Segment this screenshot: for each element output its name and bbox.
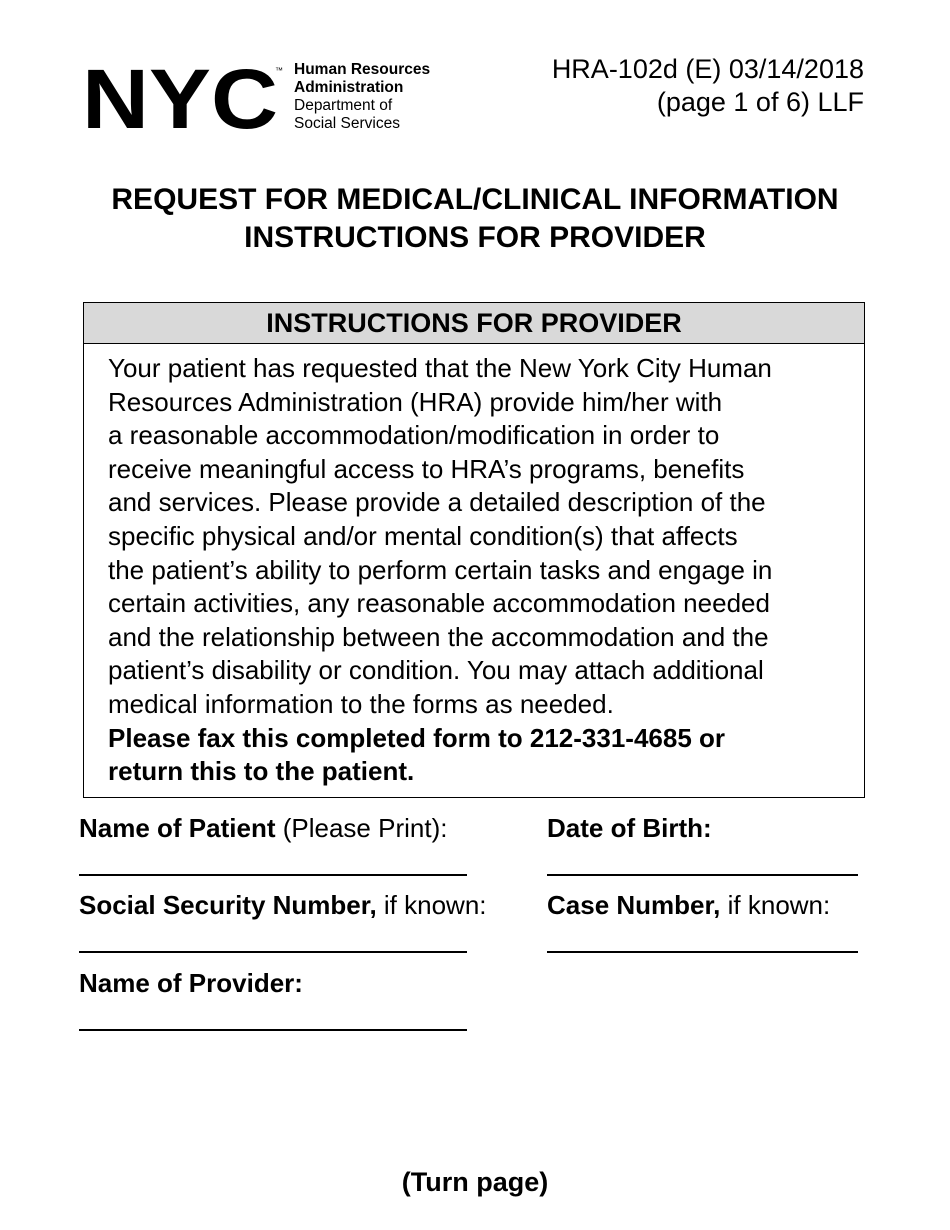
dob-line[interactable]	[547, 874, 858, 876]
page-title	[0, 181, 950, 257]
svg-text:™: ™	[275, 66, 283, 75]
provider-name-line[interactable]	[79, 1029, 467, 1031]
turn-page-note: (Turn page)	[401, 1167, 549, 1197]
instruction-line: patient’s disability or condition. You may attach additional	[108, 655, 764, 686]
instruction-line: the patient’s ability to perform certain tasks and engage in	[108, 554, 773, 585]
instruction-line: and services. Please provide a detailed description of the	[108, 487, 766, 518]
instruction-line: specific physical and/or mental condition(s) that affects	[108, 520, 738, 551]
patient-name-label: Name of Patient (Please Print):	[79, 813, 448, 843]
patient-name-line[interactable]	[79, 874, 467, 876]
ssn-line[interactable]	[79, 951, 467, 953]
title-line-1: REQUEST FOR MEDICAL/CLINICAL INFORMATION	[111, 183, 839, 216]
fax-instruction-line-1: Please fax this completed form to 212-331-4685 or	[108, 722, 726, 753]
ssn-label: Social Security Number, if known:	[79, 890, 487, 920]
form-id: HRA-102d (E) 03/14/2018	[551, 54, 864, 84]
instructions-heading: INSTRUCTIONS FOR PROVIDER	[84, 303, 864, 344]
instruction-line: Your patient has requested that the New York City Human	[108, 353, 772, 383]
dept-line-1: Department of	[294, 97, 393, 114]
agency-line-2: Administration	[294, 79, 404, 96]
title-line-2: INSTRUCTIONS FOR PROVIDER	[244, 221, 706, 254]
nyc-logo-icon	[82, 62, 287, 132]
instruction-line: a reasonable accommodation/modification in order to	[108, 420, 720, 451]
instructions-body	[84, 344, 864, 789]
case-number-line[interactable]	[547, 951, 858, 953]
instruction-line: receive meaningful access to HRA’s programs, benefits	[108, 453, 745, 484]
dob-label: Date of Birth:	[547, 813, 712, 843]
dept-line-2: Social Services	[294, 115, 400, 132]
nyc-hra-logo	[82, 60, 462, 136]
provider-name-label: Name of Provider:	[79, 968, 303, 998]
case-number-label: Case Number, if known:	[547, 890, 831, 920]
nyc-logo-text: NYC	[82, 62, 278, 132]
instructions-box	[83, 302, 865, 798]
agency-name	[294, 61, 430, 133]
instructions-text	[108, 352, 840, 722]
form-identifier	[552, 53, 864, 119]
instruction-line: medical information to the forms as needed.	[108, 688, 614, 719]
fax-instruction-line-2: return this to the patient.	[108, 756, 415, 787]
instruction-line: and the relationship between the accommodation and the	[108, 621, 769, 652]
agency-line-1: Human Resources	[294, 61, 431, 78]
page-info: (page 1 of 6) LLF	[656, 87, 864, 117]
instruction-line: certain activities, any reasonable accommodation needed	[108, 588, 770, 619]
instruction-line: Resources Administration (HRA) provide him/her with	[108, 386, 723, 417]
